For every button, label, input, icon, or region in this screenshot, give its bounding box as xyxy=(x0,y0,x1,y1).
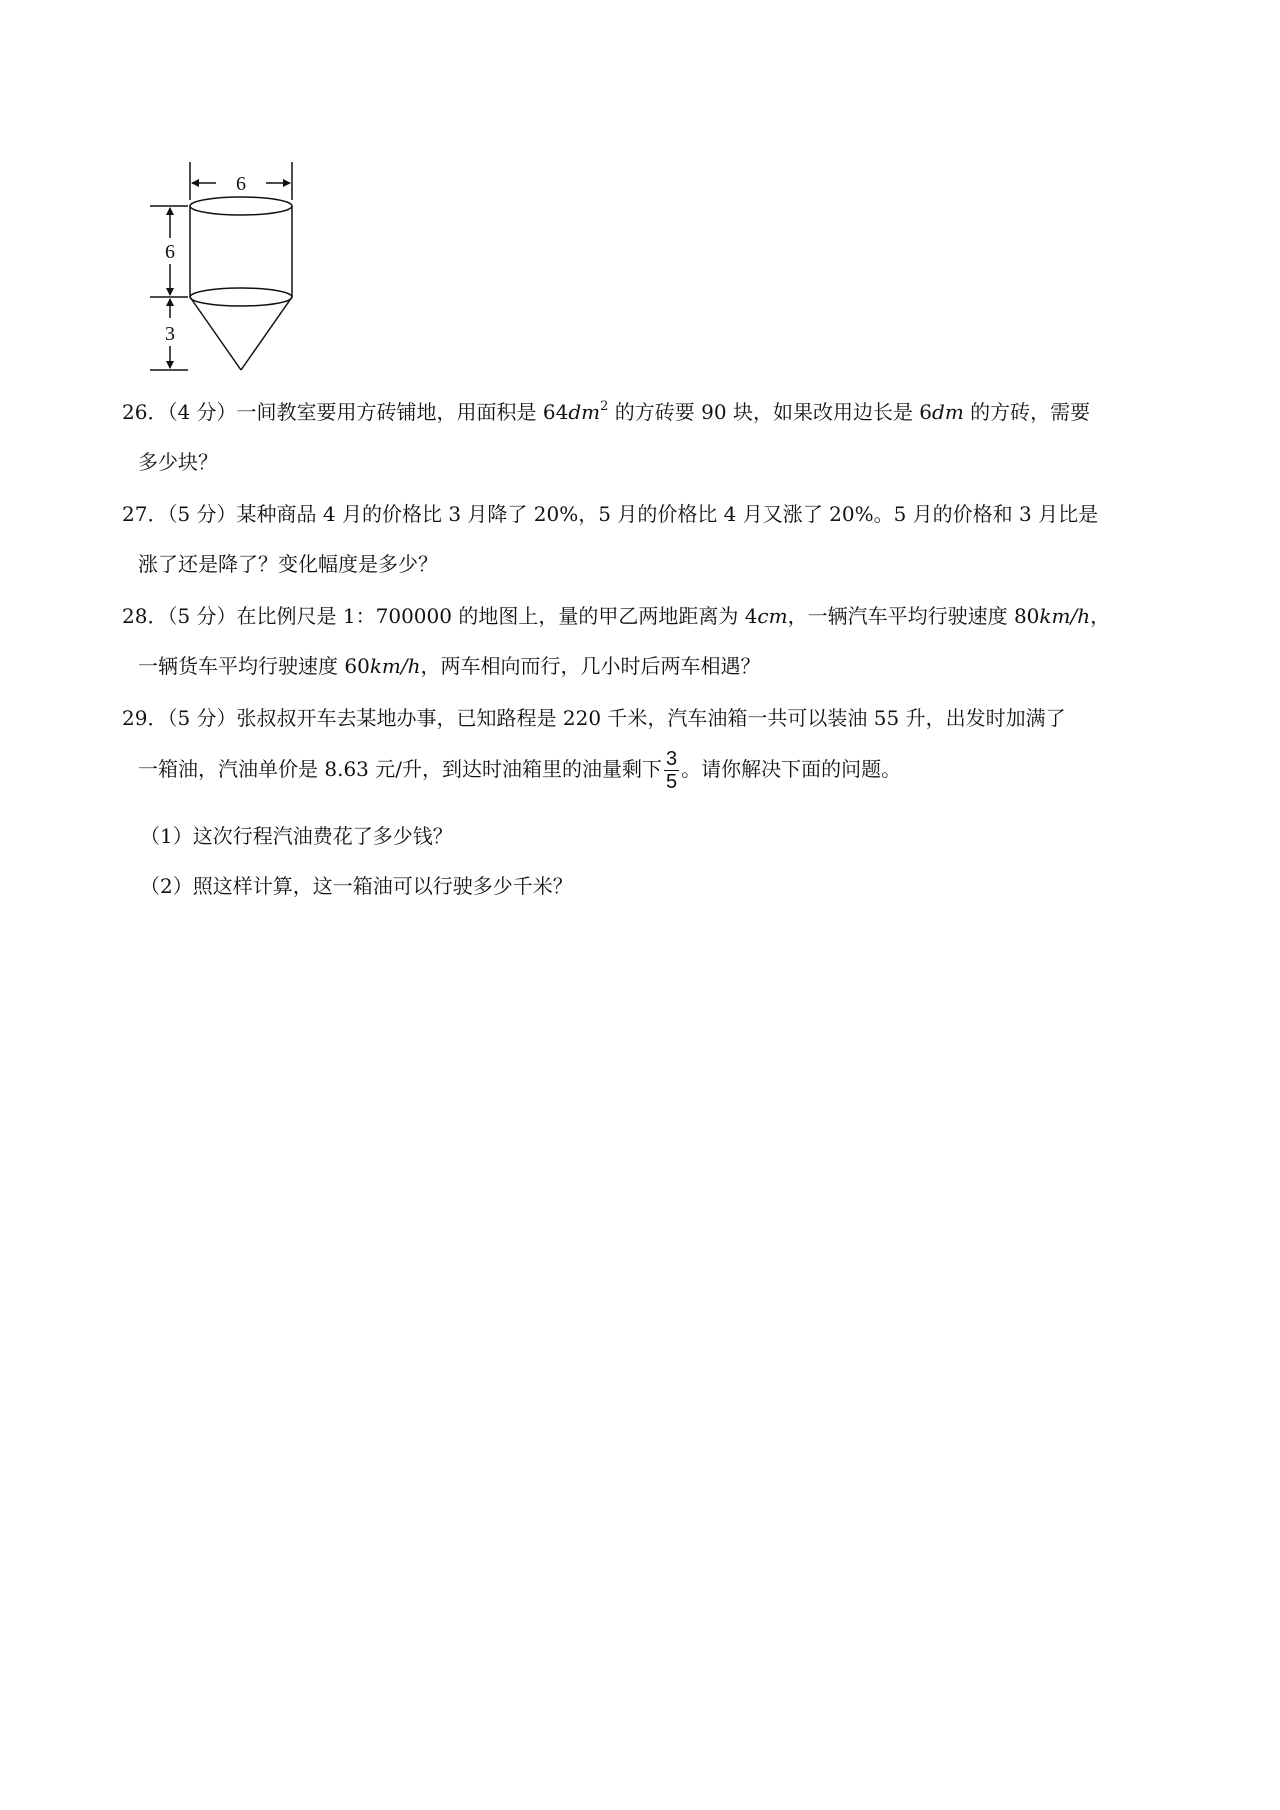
q28-unit-a: cm xyxy=(757,604,788,628)
dim-cone-height-label: 3 xyxy=(165,323,175,345)
q28-text-a: 在比例尺是 1：700000 的地图上，量的甲乙两地距离为 4 xyxy=(236,604,758,628)
q28-unit-b: km/h xyxy=(1039,604,1091,628)
q29-text: 张叔叔开车去某地办事，已知路程是 220 千米，汽车油箱一共可以装油 55 升，出发时加满了 xyxy=(236,706,1066,730)
q28-line2 xyxy=(138,652,761,680)
q27-line1 xyxy=(122,500,1098,528)
q26-line2: 多少块？ xyxy=(138,450,218,474)
q27-line2: 涨了还是降了？变化幅度是多少？ xyxy=(138,552,438,576)
q26-text-b: 的方砖要 90 块，如果改用边长是 6 xyxy=(608,400,933,424)
q29-points: （5 分） xyxy=(167,706,237,730)
q27-number: 27． xyxy=(122,502,168,526)
cylinder-top-ellipse xyxy=(190,197,292,215)
q27-points: （5 分） xyxy=(167,502,237,526)
q26-text-a: 一间教室要用方砖铺地，用面积是 64 xyxy=(236,400,569,424)
q29-line1 xyxy=(122,704,1066,732)
q26-unit-a: dm xyxy=(568,400,601,424)
q28-number: 28． xyxy=(122,604,168,628)
q28-line2-unit: km/h xyxy=(369,654,421,678)
q26-line1 xyxy=(122,398,1090,426)
q28-line1 xyxy=(122,602,1110,630)
arrow-up-cone xyxy=(166,298,174,306)
q29-line2-b: 。请你解决下面的问题。 xyxy=(681,757,902,781)
q26-number: 26． xyxy=(122,400,168,424)
q26-exponent: 2 xyxy=(600,399,609,414)
q28-line2-a: 一辆货车平均行驶速度 60 xyxy=(138,654,370,678)
q26-unit-b: dm xyxy=(932,400,964,424)
arrow-right xyxy=(283,179,291,187)
cylinder-cone-figure xyxy=(140,160,330,380)
q28-text-c: ， xyxy=(1090,604,1111,628)
q29-fraction xyxy=(664,748,679,793)
dim-width-label: 6 xyxy=(236,173,246,195)
arrow-up xyxy=(166,207,174,215)
q29-line2 xyxy=(138,748,901,793)
arrow-left xyxy=(191,179,199,187)
q29-number: 29． xyxy=(122,706,168,730)
q26-points: （4 分） xyxy=(167,400,237,424)
cone-right-edge xyxy=(241,297,292,370)
q28-text-b: ，一辆汽车平均行驶速度 80 xyxy=(787,604,1040,628)
q28-points: （5 分） xyxy=(167,604,237,628)
dim-cylinder-height-label: 6 xyxy=(165,241,175,263)
cone-left-edge xyxy=(190,297,241,370)
q27-text: 某种商品 4 月的价格比 3 月降了 20%，5 月的价格比 4 月又涨了 20%。5 月的价格和 3 月比是 xyxy=(236,502,1099,526)
q29-subquestion-2: （2）照这样计算，这一箱油可以行驶多少千米？ xyxy=(140,874,573,898)
arrow-down xyxy=(166,288,174,296)
arrow-down-cone xyxy=(166,361,174,369)
q28-line2-b: ，两车相向而行，几小时后两车相遇？ xyxy=(420,654,761,678)
q29-line2-a: 一箱油，汽油单价是 8.63 元/升，到达时油箱里的油量剩下 xyxy=(138,757,662,781)
cylinder-cone-diagram xyxy=(140,160,330,380)
q29-subquestion-1: （1）这次行程汽油费花了多少钱？ xyxy=(140,824,453,848)
q26-text-c: 的方砖，需要 xyxy=(963,400,1091,424)
cylinder-bottom-ellipse xyxy=(190,288,292,306)
q29-frac-denominator: 5 xyxy=(665,771,678,793)
q29-frac-numerator: 3 xyxy=(665,748,678,770)
